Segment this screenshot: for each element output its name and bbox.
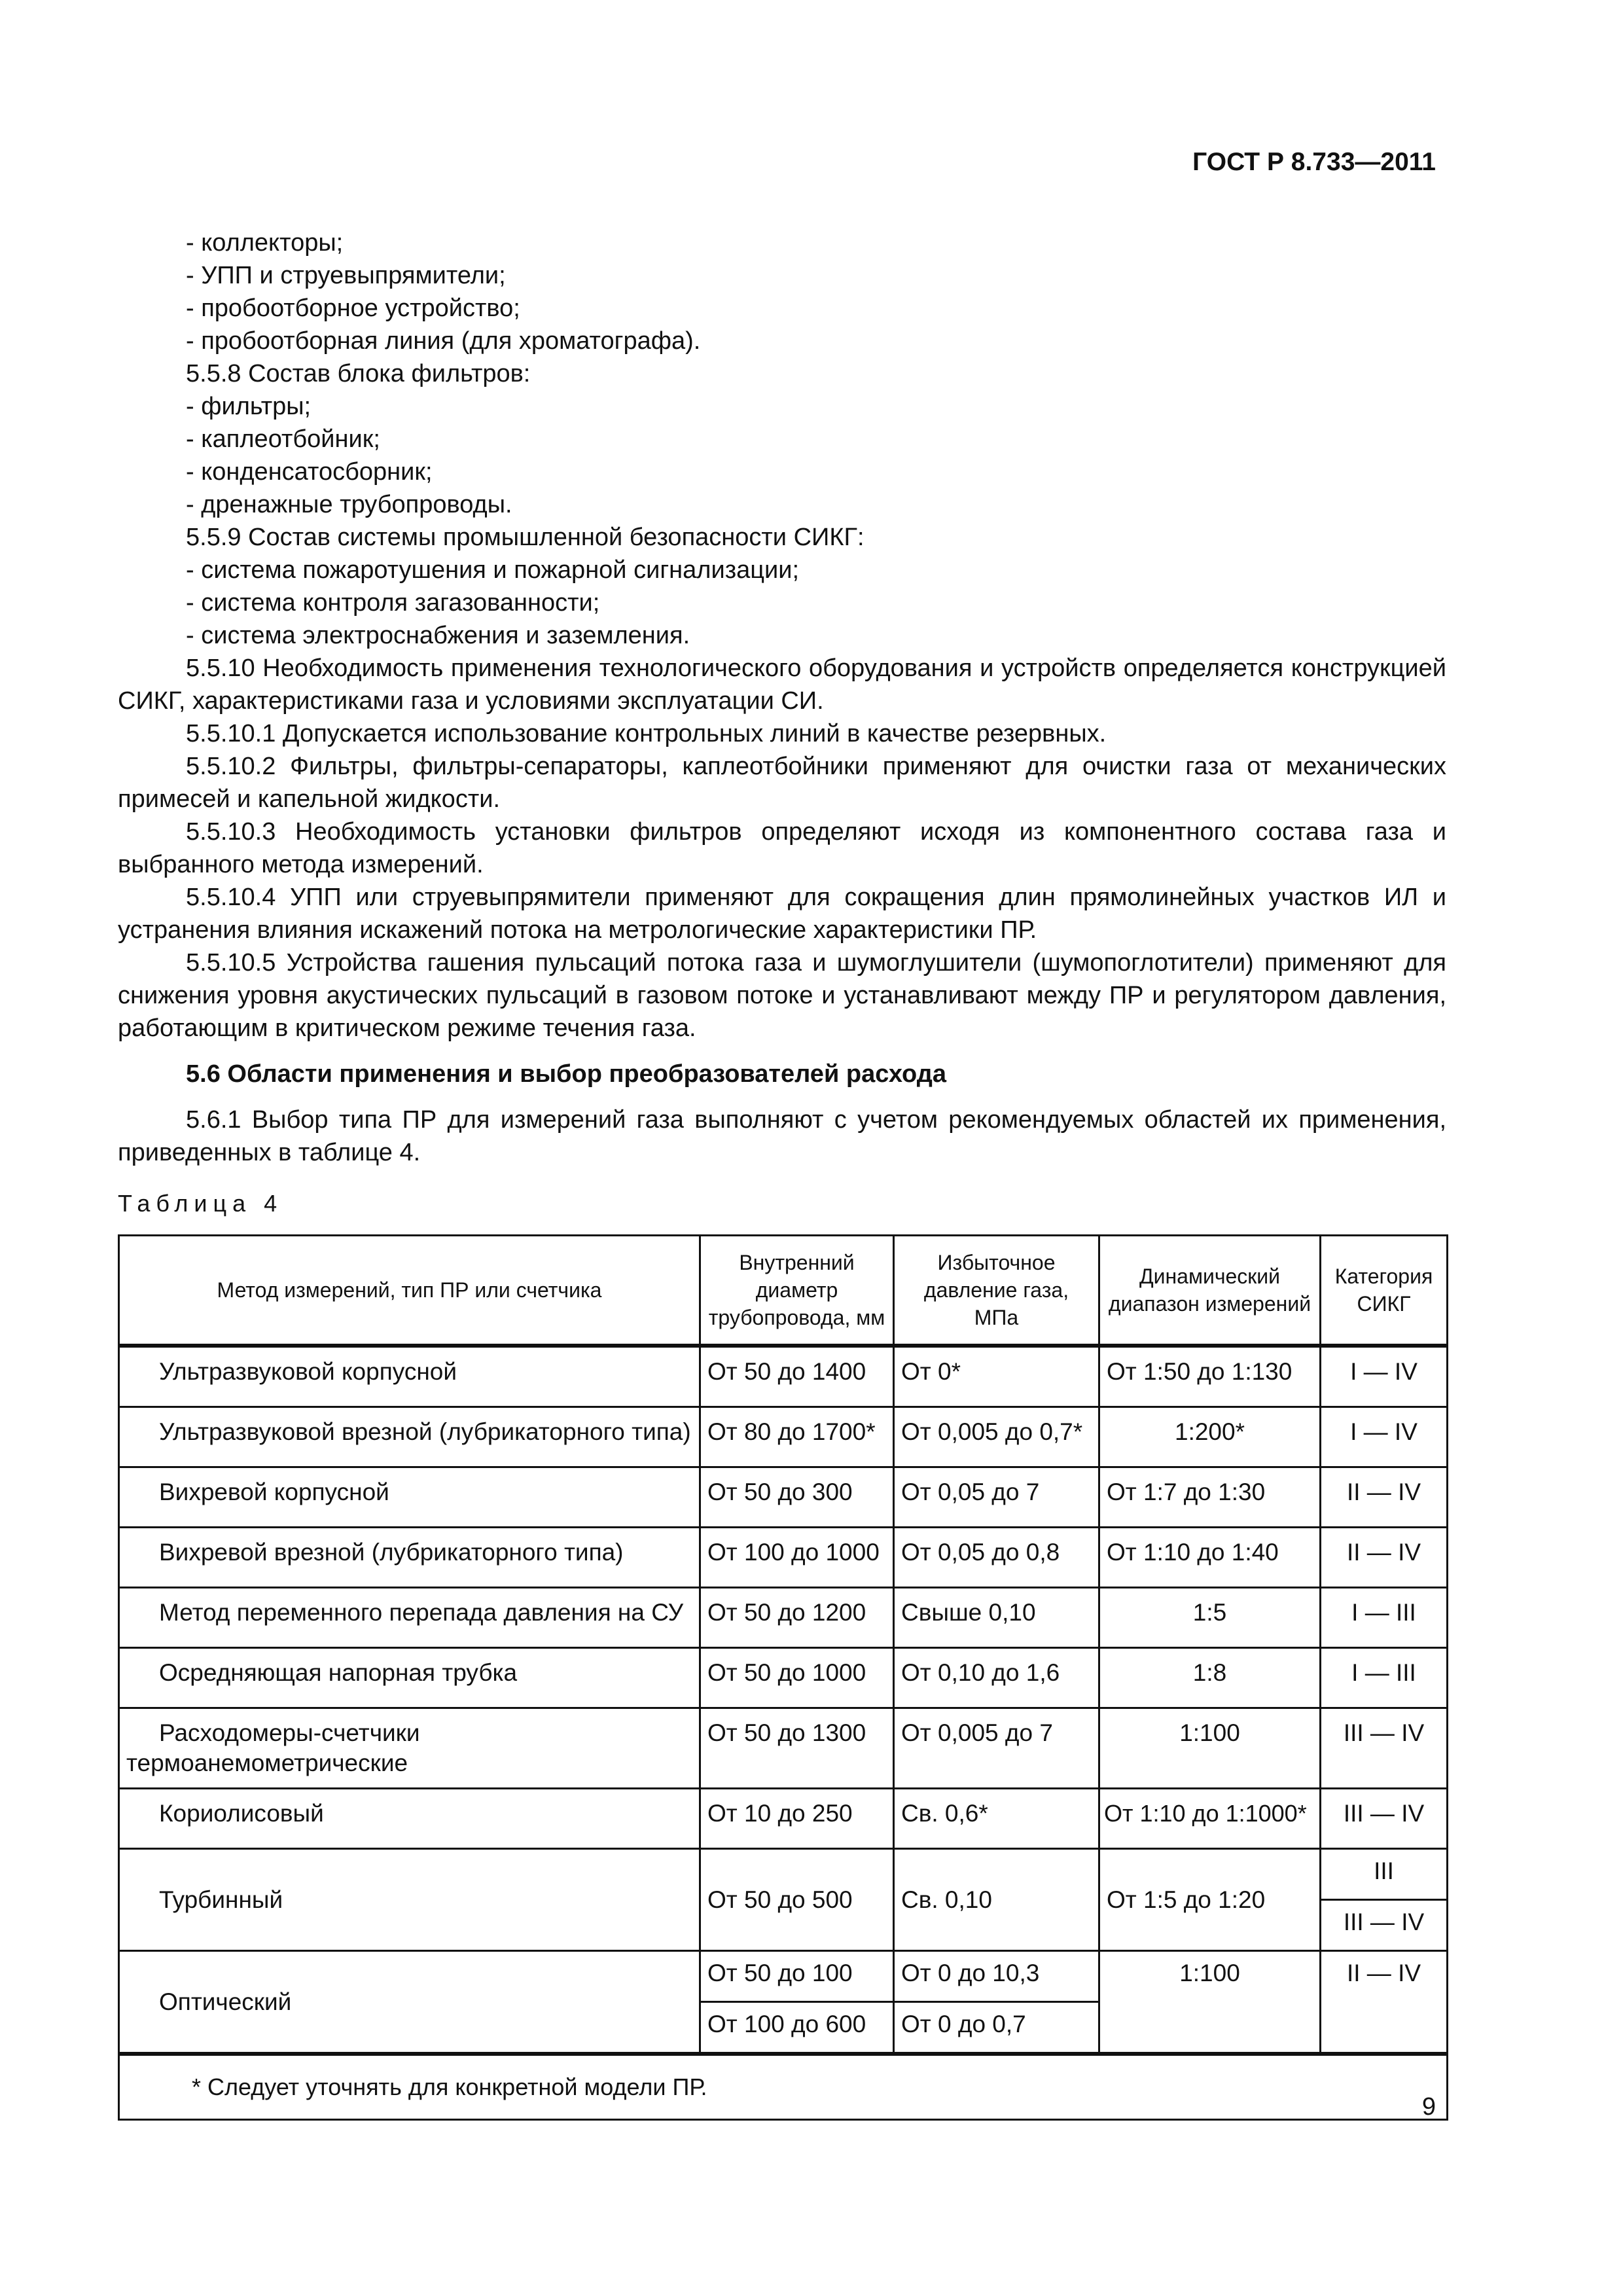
pressure-cell: От 0* [894,1346,1099,1407]
diameter-cell: От 50 до 1000 [700,1648,894,1708]
page-number: 9 [1421,2093,1436,2121]
column-header-category: Категория СИКГ [1321,1236,1448,1346]
method-cell: Турбинный [119,1849,700,1951]
table-row [119,1407,1448,1467]
list-item: - система пожаротушения и пожарной сигнализации; [186,556,800,584]
method-cell: Ультразвуковой врезной (лубрикаторного типа) [119,1407,700,1467]
list-item: - коллекторы; [186,229,344,257]
list-item: - система контроля загазованности; [186,589,600,617]
pressure-cell: Св. 0,10 [894,1849,1099,1951]
range-cell: 1:100 [1099,1708,1321,1789]
method-cell: Вихревой корпусной [119,1467,700,1528]
list-item: - дренажные трубопроводы. [186,491,512,518]
range-cell: От 1:7 до 1:30 [1099,1467,1321,1528]
pressure-cell: От 0,005 до 7 [894,1708,1099,1789]
table-row [119,1789,1448,1849]
clause-5-5-8: 5.5.8 Состав блока фильтров: [186,360,531,387]
diameter-cell: От 100 до 1000 [700,1528,894,1588]
table-header-row [119,1236,1448,1346]
table-row [119,1528,1448,1588]
method-cell: Вихревой врезной (лубрикаторного типа) [119,1528,700,1588]
table-row-optical [119,1951,1448,2002]
category-cell: I — III [1321,1648,1448,1708]
category-cell: II — IV [1321,1528,1448,1588]
range-cell: 1:5 [1099,1588,1321,1648]
section-heading: 5.6 Области применения и выбор преобразователей расхода [186,1060,946,1088]
pressure-cell: От 0,10 до 1,6 [894,1648,1099,1708]
column-header-diameter: Внутренний диаметр трубопровода, мм [700,1236,894,1346]
method-cell: Осредняющая напорная трубка [119,1648,700,1708]
diameter-cell: От 50 до 100 [700,1951,894,2002]
table-footnote-row [119,2054,1448,2120]
pressure-cell: От 0 до 10,3 [894,1951,1099,2002]
column-header-pressure: Избыточное давление газа, МПа [894,1236,1099,1346]
table-row [119,1346,1448,1407]
list-item: - система электроснабжения и заземления. [186,622,690,649]
category-cell: III [1321,1849,1448,1900]
pressure-cell: От 0,05 до 0,8 [894,1528,1099,1588]
list-item: - пробоотборное устройство; [186,295,520,322]
category-cell: I — IV [1321,1346,1448,1407]
diameter-cell: От 50 до 500 [700,1849,894,1951]
range-cell: 1:8 [1099,1648,1321,1708]
diameter-cell: От 50 до 1400 [700,1346,894,1407]
table-row [119,1708,1448,1789]
clause-5-6-1: 5.6.1 Выбор типа ПР для измерений газа выполняют с учетом рекомендуемых областей их применения, приведенных в таблице 4. [118,1106,1446,1166]
list-item: - конденсатосборник; [186,458,433,486]
range-cell: От 1:5 до 1:20 [1099,1849,1321,1951]
diameter-cell: От 10 до 250 [700,1789,894,1849]
range-cell: От 1:10 до 1:40 [1099,1528,1321,1588]
category-cell: I — IV [1321,1407,1448,1467]
method-cell: Кориолисовый [119,1789,700,1849]
table-row-turbine [119,1849,1448,1900]
table-row [119,1588,1448,1648]
page-body [118,226,1446,2121]
pressure-cell: Свыше 0,10 [894,1588,1099,1648]
method-cell: Расходомеры-счетчики термоанемометрические [119,1708,700,1789]
range-cell: От 1:50 до 1:130 [1099,1346,1321,1407]
table-footnote: * Следует уточнять для конкретной модели ПР. [119,2054,1448,2120]
list-item: - фильтры; [186,393,312,420]
clause-5-5-10: 5.5.10 Необходимость применения технологического оборудования и устройств определяется конструкцией СИКГ, характеристиками газа и условиями эксплуатации СИ. [118,655,1446,715]
clause-5-5-10-2: 5.5.10.2 Фильтры, фильтры-сепараторы, каплеотбойники применяют для очистки газа от механических примесей и капельной жидкости. [118,753,1446,813]
clause-5-5-10-4: 5.5.10.4 УПП или струевыпрямители применяют для сокращения длин прямолинейных участков ИЛ и устранения влияния искажений потока на метрологические характеристики ПР. [118,884,1446,944]
category-cell: I — III [1321,1588,1448,1648]
column-header-method: Метод измерений, тип ПР или счетчика [119,1236,700,1346]
category-cell: III — IV [1321,1900,1448,1951]
range-cell: От 1:10 до 1:1000* [1099,1789,1321,1849]
diameter-cell: От 100 до 600 [700,2002,894,2054]
column-header-range: Динамический диапазон измерений [1099,1236,1321,1346]
list-item: - каплеотбойник; [186,425,380,453]
table-row [119,1467,1448,1528]
method-cell: Метод переменного перепада давления на СУ [119,1588,700,1648]
clause-5-5-10-1: 5.5.10.1 Допускается использование контрольных линий в качестве резервных. [186,720,1107,747]
flow-meter-table [118,1234,1448,2121]
category-cell: III — IV [1321,1789,1448,1849]
method-cell: Оптический [119,1951,700,2054]
diameter-cell: От 80 до 1700* [700,1407,894,1467]
table-caption: Таблица 4 [118,1190,283,1217]
pressure-cell: От 0,05 до 7 [894,1467,1099,1528]
list-item: - пробоотборная линия (для хроматографа). [186,327,701,355]
diameter-cell: От 50 до 1200 [700,1588,894,1648]
pressure-cell: От 0,005 до 0,7* [894,1407,1099,1467]
table-row [119,1648,1448,1708]
pressure-cell: От 0 до 0,7 [894,2002,1099,2054]
list-item: - УПП и струевыпрямители; [186,262,506,289]
clause-5-5-9: 5.5.9 Состав системы промышленной безопасности СИКГ: [186,524,865,551]
clause-5-5-10-3: 5.5.10.3 Необходимость установки фильтров определяют исходя из компонентного состава газа и выбранного метода измерений. [118,818,1446,878]
document-code: ГОСТ Р 8.733—2011 [1192,148,1436,176]
method-cell: Ультразвуковой корпусной [119,1346,700,1407]
category-cell: II — IV [1321,1467,1448,1528]
category-cell: III — IV [1321,1708,1448,1789]
diameter-cell: От 50 до 300 [700,1467,894,1528]
range-cell: 1:200* [1099,1407,1321,1467]
diameter-cell: От 50 до 1300 [700,1708,894,1789]
pressure-cell: Св. 0,6* [894,1789,1099,1849]
range-cell: 1:100 [1099,1951,1321,2054]
clause-5-5-10-5: 5.5.10.5 Устройства гашения пульсаций потока газа и шумоглушители (шумопоглотители) применяют для снижения уровня акустических пульсаций в газовом потоке и устанавливают между ПР и регулятором давления, работающим в критическом режиме течения газа. [118,949,1446,1042]
category-cell: II — IV [1321,1951,1448,2054]
